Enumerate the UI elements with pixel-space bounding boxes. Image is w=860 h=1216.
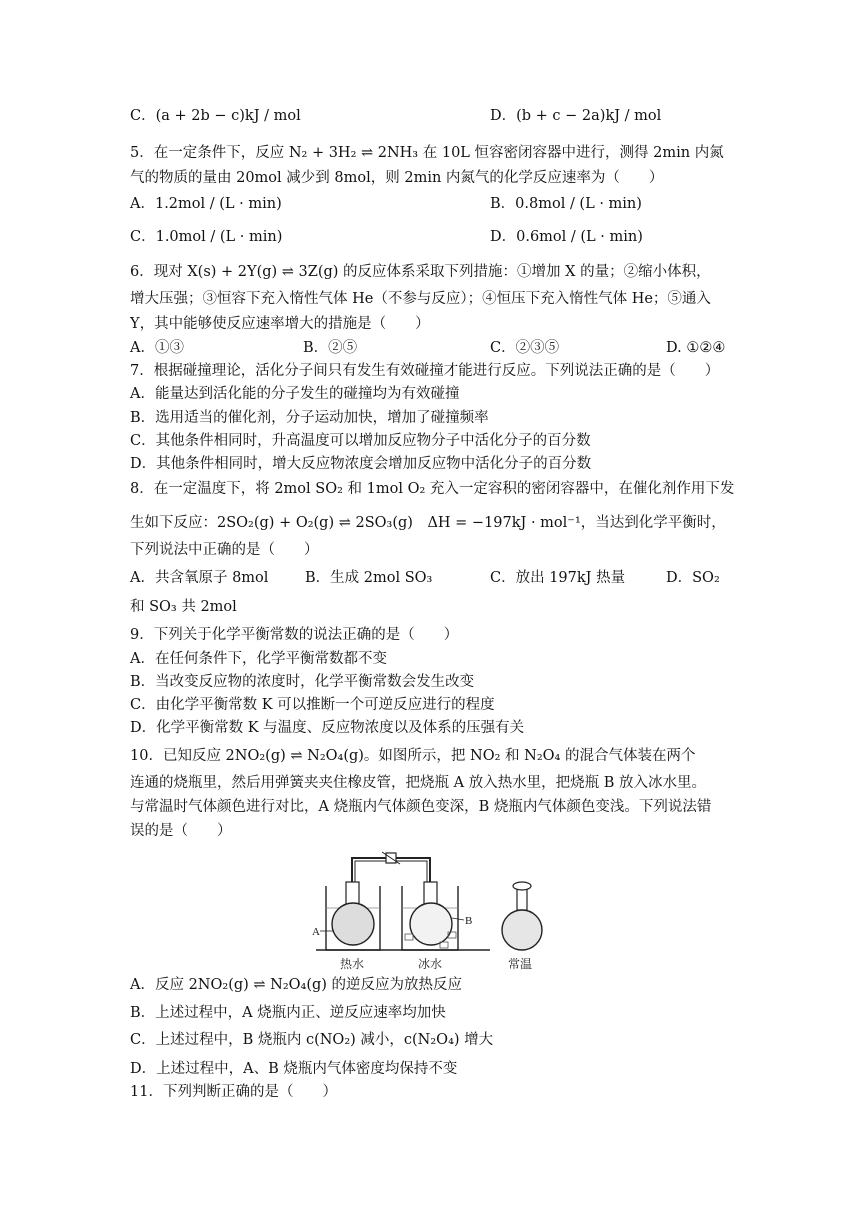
q9-option-b: B．当改变反应物的浓度时，化学平衡常数会发生改变 bbox=[130, 674, 475, 690]
q8-stem-line2: 生如下反应：2SO₂(g) + O₂(g) ⇌ 2SO₃(g) ΔH = −197kJ · mol⁻¹，当达到化学平衡时， bbox=[130, 515, 726, 531]
q6-stem-line1: 6．现对 X(s) + 2Y(g) ⇌ 3Z(g) 的反应体系采取下列措施：①增加 X 的量；②缩小体积， bbox=[130, 264, 711, 280]
q6-stem-line2: 增大压强；③恒容下充入惰性气体 He（不参与反应）；④恒压下充入惰性气体 He；⑤通入 bbox=[130, 291, 711, 307]
q5-stem-line2: 气的物质的量由 20mol 减少到 8mol，则 2min 内氮气的化学反应速率为（ ） bbox=[130, 170, 664, 186]
label-ice-water: 冰水 bbox=[418, 957, 443, 971]
q7-option-d: D．其他条件相同时，增大反应物浓度会增加反应物中活化分子的百分数 bbox=[130, 456, 592, 472]
flask-apparatus-figure bbox=[312, 846, 552, 976]
q8-option-c: C．放出 197kJ 热量 bbox=[490, 570, 626, 586]
q11-stem: 11．下列判断正确的是（ ） bbox=[130, 1084, 337, 1100]
q10-option-b: B．上述过程中，A 烧瓶内正、逆反应速率均加快 bbox=[130, 1005, 446, 1021]
q5-stem-line1: 5．在一定条件下，反应 N₂ + 3H₂ ⇌ 2NH₃ 在 10L 恒容密闭容器中进行，测得 2min 内氮 bbox=[130, 145, 724, 161]
q9-option-d: D．化学平衡常数 K 与温度、反应物浓度以及体系的压强有关 bbox=[130, 720, 525, 736]
q6-option-c: C．②③⑤ bbox=[490, 340, 560, 356]
q10-stem-line1: 10．已知反应 2NO₂(g) ⇌ N₂O₄(g)。如图所示，把 NO₂ 和 N₂O₄ 的混合气体装在两个 bbox=[130, 748, 696, 764]
q9-option-a: A．在任何条件下，化学平衡常数都不变 bbox=[130, 651, 387, 667]
label-b: B bbox=[465, 915, 473, 927]
q6-option-d: D. ①②④ bbox=[666, 340, 726, 356]
q7-option-c: C．其他条件相同时，升高温度可以增加反应物分子中活化分子的百分数 bbox=[130, 433, 591, 449]
q5-option-a: A．1.2mol / (L · min) bbox=[130, 196, 282, 212]
q6-stem-line3: Y，其中能够使反应速率增大的措施是（ ） bbox=[130, 316, 430, 332]
label-a: A bbox=[312, 926, 320, 938]
q10-option-d: D．上述过程中，A、B 烧瓶内气体密度均保持不变 bbox=[130, 1061, 458, 1077]
q8-option-a: A．共含氧原子 8mol bbox=[130, 570, 269, 586]
q5-option-d: D．0.6mol / (L · min) bbox=[490, 229, 643, 245]
q8-stem-line3: 下列说法中正确的是（ ） bbox=[130, 542, 319, 558]
q10-stem-line4: 误的是（ ） bbox=[130, 823, 232, 839]
q10-stem-line2: 连通的烧瓶里，然后用弹簧夹夹住橡皮管，把烧瓶 A 放入热水里，把烧瓶 B 放入冰水里。 bbox=[130, 775, 707, 791]
q9-option-c: C．由化学平衡常数 K 可以推断一个可逆反应进行的程度 bbox=[130, 697, 495, 713]
q4-option-d: D．(b + c − 2a)kJ / mol bbox=[490, 108, 662, 124]
q8-option-d: D．SO₂ bbox=[666, 570, 720, 586]
label-room-temp: 常温 bbox=[508, 957, 533, 971]
q8-option-d-cont: 和 SO₃ 共 2mol bbox=[130, 599, 237, 615]
q7-stem: 7．根据碰撞理论，活化分子间只有发生有效碰撞才能进行反应。下列说法正确的是（ ） bbox=[130, 363, 720, 379]
q8-stem-line1: 8．在一定温度下，将 2mol SO₂ 和 1mol O₂ 充入一定容积的密闭容器中，在催化剂作用下发 bbox=[130, 481, 735, 497]
label-hot-water: 热水 bbox=[340, 957, 365, 971]
q7-option-a: A．能量达到活化能的分子发生的碰撞均为有效碰撞 bbox=[130, 386, 460, 402]
q5-option-c: C．1.0mol / (L · min) bbox=[130, 229, 283, 245]
q7-option-b: B．选用适当的催化剂，分子运动加快，增加了碰撞频率 bbox=[130, 410, 489, 426]
q4-option-c: C．(a + 2b − c)kJ / mol bbox=[130, 108, 301, 124]
q6-option-b: B．②⑤ bbox=[303, 340, 358, 356]
q10-stem-line3: 与常温时气体颜色进行对比，A 烧瓶内气体颜色变深，B 烧瓶内气体颜色变浅。下列说法错 bbox=[130, 799, 712, 815]
q8-option-b: B．生成 2mol SO₃ bbox=[305, 570, 433, 586]
q5-option-b: B．0.8mol / (L · min) bbox=[490, 196, 642, 212]
q9-stem: 9．下列关于化学平衡常数的说法正确的是（ ） bbox=[130, 627, 459, 643]
q10-option-c: C．上述过程中，B 烧瓶内 c(NO₂) 减小，c(N₂O₄) 增大 bbox=[130, 1032, 494, 1048]
q10-option-a: A．反应 2NO₂(g) ⇌ N₂O₄(g) 的逆反应为放热反应 bbox=[130, 977, 463, 993]
q6-option-a: A．①③ bbox=[130, 340, 184, 356]
